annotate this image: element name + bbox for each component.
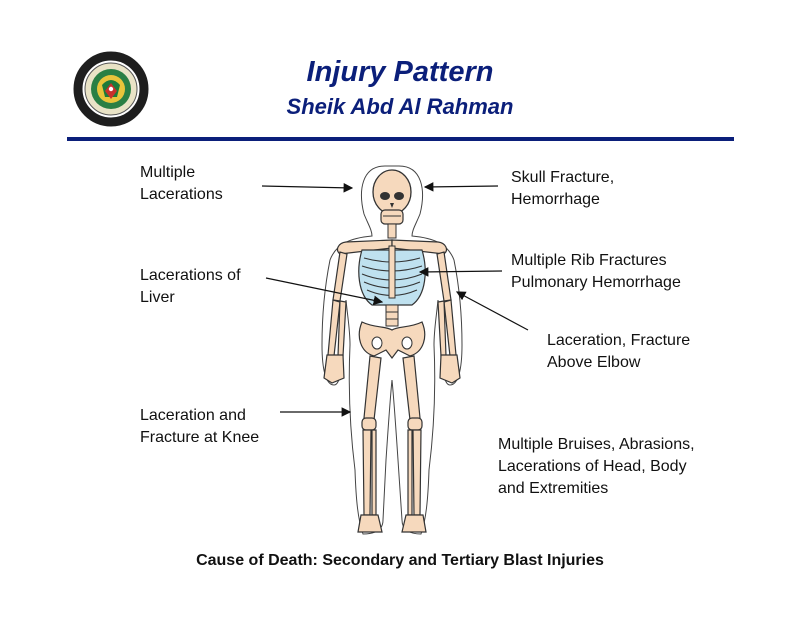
- label-lacerations-liver: Lacerations of Liver: [140, 267, 241, 306]
- arrow-rib-fractures: [420, 271, 502, 272]
- arrow-elbow: [457, 292, 528, 330]
- lumbar-spine: [386, 305, 398, 326]
- arrow-skull-fracture: [425, 186, 498, 187]
- skull: [373, 170, 411, 224]
- label-bruises: Multiple Bruises, Abrasions, Lacerations of Head, Body and Extremities: [498, 436, 695, 497]
- label-knee: Laceration and Fracture at Knee: [140, 407, 260, 446]
- page-title: Injury Pattern: [306, 56, 494, 88]
- label-elbow: Laceration, Fracture Above Elbow: [547, 332, 691, 371]
- page-subtitle: Sheik Abd Al Rahman: [286, 94, 514, 119]
- pelvis: [359, 322, 424, 358]
- ribcage: [359, 246, 425, 305]
- label-rib-fractures: Multiple Rib Fractures Pulmonary Hemorrhage: [511, 252, 681, 291]
- arrow-multiple-lacerations: [262, 186, 352, 188]
- label-skull-fracture: Skull Fracture, Hemorrhage: [511, 169, 615, 208]
- cause-of-death: Cause of Death: Secondary and Tertiary Blast Injuries: [196, 552, 604, 569]
- label-multiple-lacerations: Multiple Lacerations: [140, 164, 223, 203]
